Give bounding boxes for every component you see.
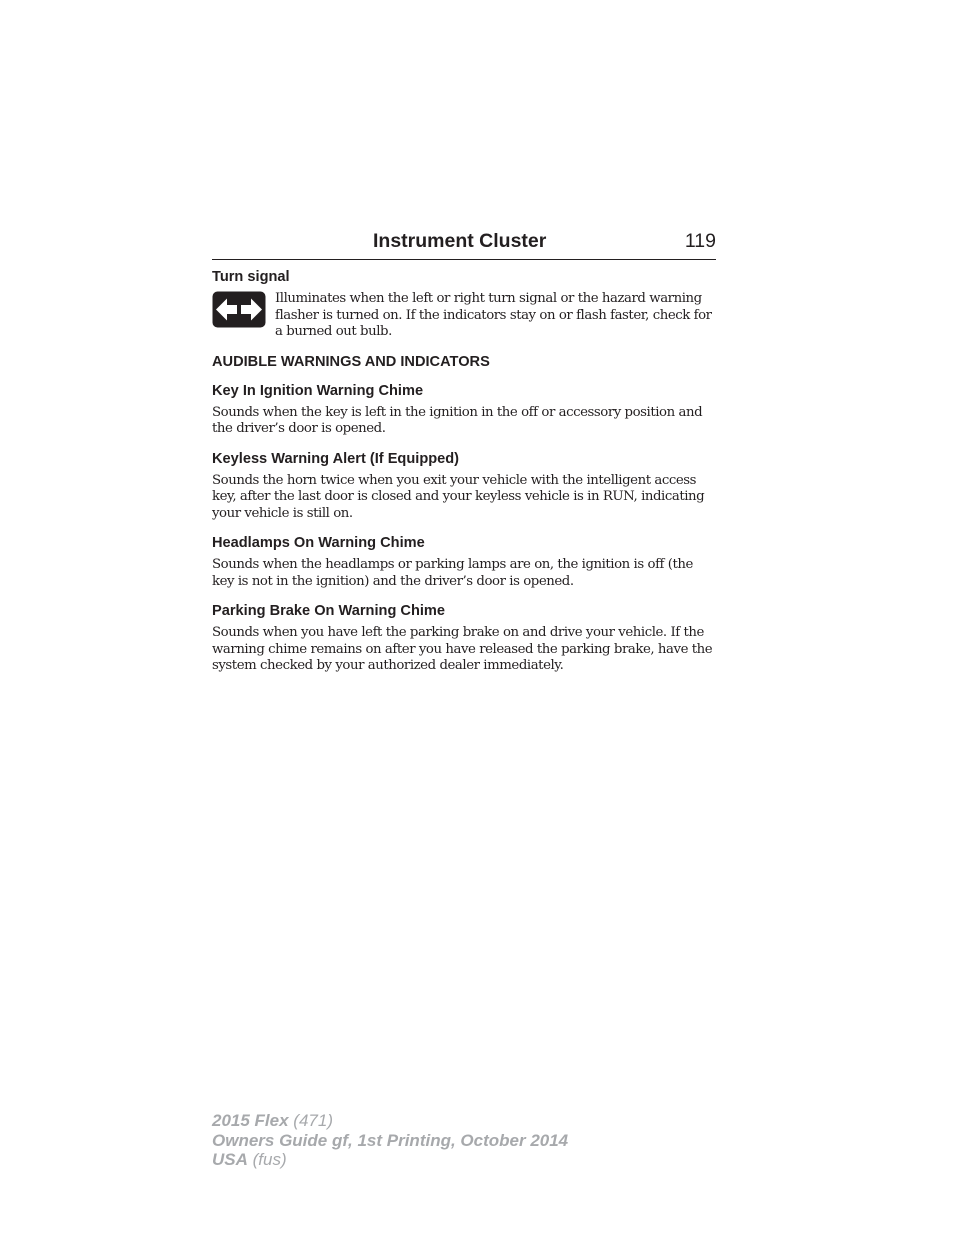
- headlamps-on-text: Sounds when the headlamps or parking lamps are on, the ignition is off (the key is not in the ignition) and the driver’s door is opened.: [212, 557, 693, 589]
- parking-brake-text: Sounds when you have left the parking brake on and drive your vehicle. If the warning chime remains on after you have released the parking brake, have the system checked by your authorized dealer immediately.: [212, 625, 713, 673]
- key-in-ignition-text: Sounds when the key is left in the ignition in the off or accessory position and the driver’s door is opened.: [212, 404, 703, 436]
- turn-signal-description: Illuminates when the left or right turn signal or the hazard warning flasher is turned on. If the indicators stay on or flash faster, check for a burned out bulb.: [275, 291, 712, 339]
- footer-market-line: [212, 1150, 568, 1170]
- manual-page: [212, 229, 716, 675]
- page-number: 119: [684, 230, 716, 252]
- turn-signal-arrows-icon: [212, 291, 266, 328]
- footer-guide: Owners Guide gf, 1st Printing, October 2014: [212, 1130, 569, 1150]
- footer-guide-line: [212, 1131, 568, 1151]
- footer-model-line: [212, 1111, 568, 1131]
- turn-signal-heading: Turn signal: [212, 269, 290, 285]
- key-in-ignition-heading: Key In Ignition Warning Chime: [212, 382, 424, 399]
- page-title: Instrument Cluster: [373, 230, 547, 252]
- turn-signal-entry: [212, 291, 716, 341]
- keyless-warning-heading: Keyless Warning Alert (If Equipped): [212, 450, 460, 467]
- running-header: [212, 229, 716, 260]
- footer-model-code: (471): [293, 1111, 333, 1130]
- footer-market: USA: [212, 1150, 248, 1169]
- keyless-warning-text: Sounds the horn twice when you exit your vehicle with the intelligent access key, after the last door is closed and your keyless vehicle is in RUN, indicating your vehicle is still on.: [212, 472, 705, 521]
- footer-model: 2015 Flex: [212, 1111, 289, 1130]
- headlamps-on-heading: Headlamps On Warning Chime: [212, 535, 425, 551]
- print-footer: [212, 1111, 568, 1170]
- parking-brake-heading: Parking Brake On Warning Chime: [212, 603, 446, 619]
- footer-market-code: (fus): [252, 1150, 287, 1169]
- audible-warnings-heading: AUDIBLE WARNINGS AND INDICATORS: [212, 353, 490, 370]
